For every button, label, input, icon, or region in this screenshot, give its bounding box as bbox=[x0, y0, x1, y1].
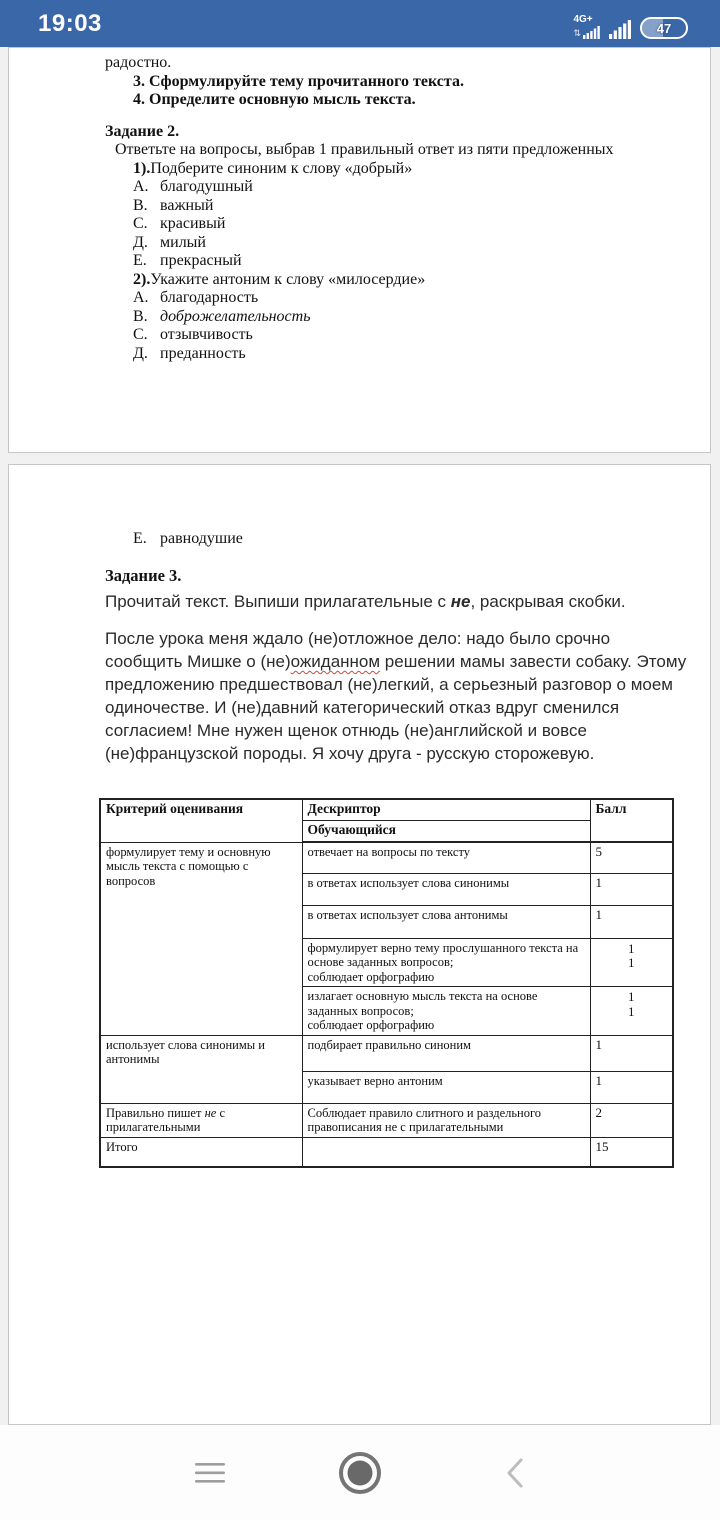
rubric-descriptor-cell bbox=[302, 1137, 590, 1167]
rubric-descriptor-cell: Соблюдает правило слитного и раздельного правописания не с прилагательными bbox=[302, 1103, 590, 1137]
back-chevron-icon bbox=[506, 1457, 524, 1489]
rubric-descriptor-cell: подбирает правильно синоним bbox=[302, 1035, 590, 1071]
rubric-descriptor-cell: излагает основную мысль текста на основе заданных вопросов; соблюдает орфографию bbox=[302, 987, 590, 1036]
spellcheck-underlined-word: ожиданном bbox=[290, 652, 381, 671]
rubric-criterion-3: Правильно пишет не с прилагательными bbox=[100, 1103, 302, 1137]
network-type-label: 4G+ bbox=[573, 14, 593, 25]
rubric-score-cell: 1 bbox=[590, 873, 673, 905]
question-1: 1).Подберите синоним к слову «добрый» bbox=[133, 159, 413, 177]
rubric-header-criteria: Критерий оценивания bbox=[100, 799, 302, 842]
document-page-1 bbox=[8, 47, 711, 453]
rubric-header-descriptor: Дескриптор bbox=[302, 799, 590, 820]
numbered-item-3: 3. Сформулируйте тему прочитанного текста. bbox=[133, 72, 464, 90]
numbered-item-4: 4. Определите основную мысль текста. bbox=[133, 91, 416, 108]
network-type-indicator bbox=[573, 15, 600, 42]
rubric-descriptor-cell: в ответах использует слова синонимы bbox=[302, 873, 590, 905]
q2-option-a: А. благодарность bbox=[133, 289, 259, 306]
q1-option-e: Е. прекрасный bbox=[133, 252, 242, 269]
option-e-carryover: Е. равнодушие bbox=[133, 530, 243, 547]
task3-title: Задание 3. bbox=[105, 566, 182, 585]
task2-instruction: Ответьте на вопросы, выбрав 1 правильный ответ из пяти предложенных bbox=[115, 141, 614, 158]
rubric-header-score: Балл bbox=[590, 799, 673, 842]
q1-option-b: В. важный bbox=[133, 196, 214, 214]
rubric-score-cell: 15 bbox=[590, 1137, 673, 1167]
home-button[interactable] bbox=[320, 1425, 400, 1520]
rubric-descriptor-cell: указывает верно антоним bbox=[302, 1071, 590, 1103]
recents-menu-button[interactable] bbox=[170, 1425, 250, 1520]
battery-indicator bbox=[640, 17, 688, 39]
clock-text: 19:03 bbox=[38, 10, 102, 37]
intro-tail-text: радостно. bbox=[105, 54, 172, 71]
battery-percent-text: 47 bbox=[656, 20, 672, 36]
q2-option-c: С. отзывчивость bbox=[133, 326, 253, 343]
home-icon bbox=[338, 1451, 382, 1495]
rubric-descriptor-cell: в ответах использует слова антонимы bbox=[302, 905, 590, 938]
rubric-criterion-1: формулирует тему и основную мысль текста с помощью с вопросов bbox=[100, 842, 302, 1035]
rubric-score-cell: 2 bbox=[590, 1103, 673, 1137]
document-scroll-area[interactable] bbox=[0, 47, 720, 1425]
rubric-score-cell: 1 bbox=[590, 1035, 673, 1071]
q1-option-d: Д. милый bbox=[133, 233, 206, 251]
document-page-2 bbox=[8, 464, 711, 1425]
rubric-score-cell: 1 1 bbox=[590, 938, 673, 987]
rubric-header-student: Обучающийся bbox=[302, 820, 590, 842]
data-activity-icon: ⇅ bbox=[573, 29, 581, 39]
signal-bars-large-icon bbox=[609, 20, 631, 39]
status-bar bbox=[0, 0, 720, 47]
rubric-criterion-2: использует слова синонимы и антонимы bbox=[100, 1035, 302, 1103]
task2-title: Задание 2. bbox=[105, 122, 180, 140]
menu-icon bbox=[194, 1461, 226, 1485]
rubric-table bbox=[99, 798, 674, 1168]
rubric-criterion-total: Итого bbox=[100, 1137, 302, 1167]
rubric-score-cell: 1 bbox=[590, 905, 673, 938]
navigation-bar bbox=[0, 1425, 720, 1520]
rubric-score-cell: 5 bbox=[590, 842, 673, 873]
rubric-descriptor-cell: отвечает на вопросы по тексту bbox=[302, 842, 590, 873]
task3-passage: После урока меня ждало (не)отложное дело: надо было срочно сообщить Мишке о (не)ожиданном решении мамы завести собаку. Этому предложению предшествовал (не)легкий, а серьезный разговор о моем одиночестве. И (не)давний категорический отказ вдруг сменился согласием! Мне нужен щенок отнюдь (не)английской и вовсе (не)французской породы. Я хочу друга - русскую сторожевую. bbox=[105, 629, 687, 763]
q1-option-a: А. благодушный bbox=[133, 178, 253, 195]
rubric-descriptor-cell: формулирует верно тему прослушанного текста на основе заданных вопросов; соблюдает орфографию bbox=[302, 938, 590, 987]
q1-option-c: С. красивый bbox=[133, 215, 226, 232]
q2-option-b: В. доброжелательность bbox=[133, 307, 311, 325]
rubric-score-cell: 1 1 bbox=[590, 987, 673, 1036]
signal-bars-small-icon bbox=[583, 26, 600, 39]
rubric-score-cell: 1 bbox=[590, 1071, 673, 1103]
question-2: 2).Укажите антоним к слову «милосердие» bbox=[133, 270, 426, 288]
task3-instruction: Прочитай текст. Выпиши прилагательные с не, раскрывая скобки. bbox=[105, 592, 626, 611]
back-button[interactable] bbox=[475, 1425, 555, 1520]
status-icons bbox=[573, 6, 688, 42]
q2-option-d: Д. преданность bbox=[133, 344, 246, 362]
